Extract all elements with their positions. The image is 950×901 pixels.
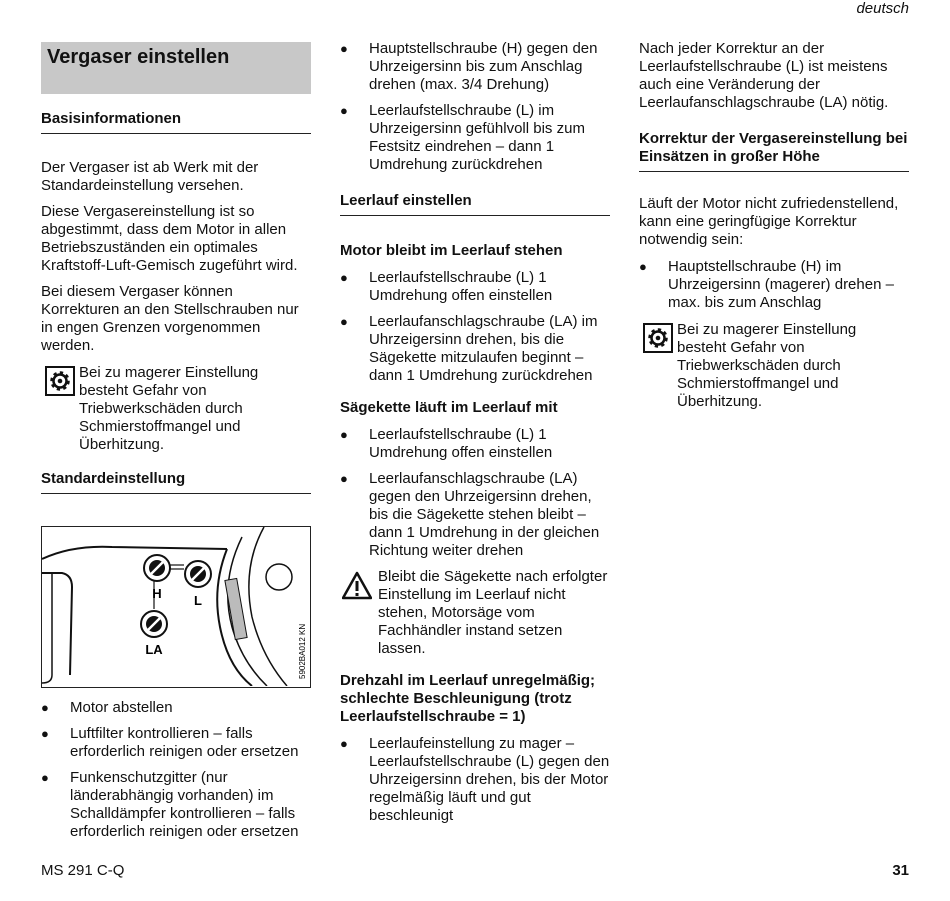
section-heading-basis: Basisinformationen bbox=[41, 110, 311, 134]
subheading: Sägekette läuft im Leerlauf mit bbox=[340, 399, 558, 416]
list-item: ● Hauptstellschraube (H) gegen den Uhrzeigersinn bis zum Anschlag drehen (max. 3/4 Drehung) bbox=[340, 40, 610, 94]
warning-note bbox=[340, 568, 610, 658]
note-text: Bei zu magerer Einstellung besteht Gefahr von Triebwerkschäden durch Schmierstoffmangel und Überhitzung. bbox=[79, 364, 259, 453]
service-note bbox=[41, 364, 311, 454]
column-1 bbox=[41, 40, 311, 841]
subheading: Drehzahl im Leerlauf unregelmäßig; schlechte Beschleunigung (trotz Leerlaufstellschraube = 1) bbox=[340, 672, 596, 725]
label-l: L bbox=[194, 593, 202, 608]
warning-icon bbox=[342, 571, 372, 601]
language-label: deutsch bbox=[856, 0, 909, 17]
carburetor-figure bbox=[41, 526, 311, 688]
gear-icon bbox=[45, 366, 75, 396]
paragraph: Läuft der Motor nicht zufriedenstellend, kann eine geringfügige Korrektur notwendig sein: bbox=[639, 195, 899, 248]
figure-code: 5902BA012 KN bbox=[298, 623, 307, 679]
section-heading-leerlauf: Leerlauf einstellen bbox=[340, 192, 610, 216]
list-item: ● Motor abstellen bbox=[41, 699, 311, 717]
paragraph: Nach jeder Korrektur an der Leerlaufstellschraube (L) ist meistens auch eine Veränderung der Leerlaufanschlagschraube (LA) nötig. bbox=[639, 40, 889, 111]
list-item: ● Luftfilter kontrollieren – falls erforderlich reinigen oder ersetzen bbox=[41, 725, 311, 761]
footer-model: MS 291 C-Q bbox=[41, 862, 125, 879]
screw-la-icon bbox=[141, 611, 167, 637]
list-item: ● Leerlaufstellschraube (L) im Uhrzeigersinn gefühlvoll bis zum Festsitz eindrehen – dann 1 Umdrehung zurückdrehen bbox=[340, 102, 610, 174]
page-title: Vergaser einstellen bbox=[41, 42, 311, 94]
warning-text: Bleibt die Sägekette nach erfolgter Einstellung im Leerlauf nicht stehen, Motorsäge vom Fachhändler instand setzen lassen. bbox=[378, 568, 608, 657]
column-3 bbox=[639, 40, 909, 411]
subheading: Motor bleibt im Leerlauf stehen bbox=[340, 242, 563, 259]
list-item: ● Funkenschutzgitter (nur länderabhängig vorhanden) im Schalldämpfer kontrollieren – falls erforderlich reinigen oder ersetzen bbox=[41, 769, 311, 841]
page-number: 31 bbox=[892, 862, 909, 879]
paragraph: Diese Vergasereinstellung ist so abgestimmt, dass dem Motor in allen Betriebszuständen ein optimales Kraftstoff-Luft-Gemisch zugeführt wird. bbox=[41, 203, 298, 274]
screw-h-icon bbox=[144, 555, 170, 581]
column-2 bbox=[340, 40, 610, 825]
list-item: ● Leerlaufstellschraube (L) 1 Umdrehung offen einstellen bbox=[340, 269, 610, 305]
list-item: ● Hauptstellschraube (H) im Uhrzeigersinn (magerer) drehen – max. bis zum Anschlag bbox=[639, 258, 909, 312]
label-h: H bbox=[152, 586, 162, 601]
paragraph: Der Vergaser ist ab Werk mit der Standardeinstellung versehen. bbox=[41, 159, 259, 194]
list-item: ● Leerlaufstellschraube (L) 1 Umdrehung offen einstellen bbox=[340, 426, 610, 462]
gear-icon bbox=[643, 323, 673, 353]
carburetor-illustration bbox=[42, 527, 309, 686]
paragraph: Bei diesem Vergaser können Korrekturen an den Stellschrauben nur in engen Grenzen vorgenommen werden. bbox=[41, 283, 299, 354]
list-item: ● Leerlaufeinstellung zu mager – Leerlaufstellschraube (L) gegen den Uhrzeigersinn drehen, bis der Motor regelmäßig läuft und gut beschleunigt bbox=[340, 735, 610, 825]
note-text: Bei zu magerer Einstellung besteht Gefahr von Triebwerkschäden durch Schmierstoffmangel und Überhitzung. bbox=[677, 321, 857, 410]
label-la: LA bbox=[145, 642, 163, 657]
section-heading-standard: Standardeinstellung bbox=[41, 470, 311, 494]
list-item: ● Leerlaufanschlagschraube (LA) gegen den Uhrzeigersinn drehen, bis die Sägekette stehen bleibt – dann 1 Umdrehung in der gleichen Richtung weiter drehen bbox=[340, 470, 610, 560]
section-heading-hoehe: Korrektur der Vergasereinstellung bei Einsätzen in großer Höhe bbox=[639, 130, 909, 172]
service-note bbox=[639, 321, 909, 411]
screw-l-icon bbox=[185, 561, 211, 587]
list-item: ● Leerlaufanschlagschraube (LA) im Uhrzeigersinn drehen, bis die Sägekette mitzulaufen beginnt – dann 1 Umdrehung zurückdrehen bbox=[340, 313, 610, 385]
